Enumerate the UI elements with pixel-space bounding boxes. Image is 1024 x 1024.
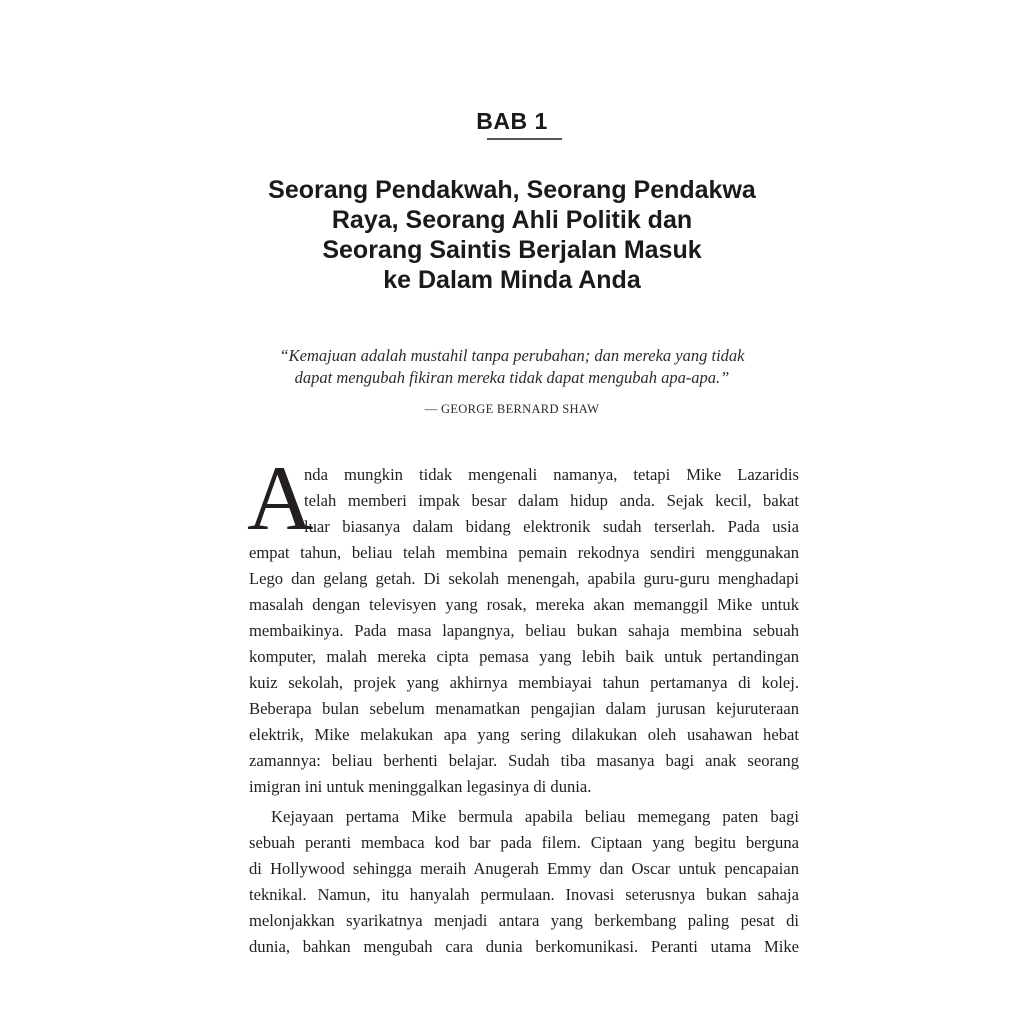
- text-line: sebuah peranti membaca kod bar pada filem. Ciptaan yang begitu berguna: [249, 833, 799, 852]
- paragraph: [249, 462, 799, 800]
- text-line: di Hollywood sehingga meraih Anugerah Emmy dan Oscar untuk pencapaian: [249, 859, 799, 878]
- chapter-underline: [487, 138, 562, 140]
- epigraph-line: “Kemajuan adalah mustahil tanpa perubahan; dan mereka yang tidak: [279, 346, 745, 365]
- text-line: dunia, bahkan mengubah cara dunia berkomunikasi. Peranti utama Mike: [249, 937, 799, 956]
- chapter-title-line: Seorang Pendakwah, Seorang Pendakwa: [268, 176, 756, 204]
- chapter-title-line: Seorang Saintis Berjalan Masuk: [322, 236, 702, 264]
- text-line: Kejayaan pertama Mike bermula apabila beliau memegang paten bagi: [271, 807, 799, 826]
- chapter-title: [212, 175, 812, 295]
- text-line: telah memberi impak besar dalam hidup anda. Sejak kecil, bakat: [304, 491, 799, 510]
- text-line: imigran ini untuk meninggalkan legasinya di dunia.: [249, 777, 592, 796]
- epigraph-attribution: — GEORGE BERNARD SHAW: [424, 402, 600, 416]
- text-line: kuiz sekolah, projek yang akhirnya membiayai tahun pertamanya di kolej.: [249, 673, 799, 692]
- chapter-label: BAB 1: [476, 108, 548, 134]
- text-line: masalah dengan televisyen yang rosak, mereka akan memanggil Mike untuk: [249, 595, 799, 614]
- text-line: luar biasanya dalam bidang elektronik sudah terserlah. Pada usia: [304, 517, 799, 536]
- epigraph-quote: [212, 345, 812, 389]
- text-line: empat tahun, beliau telah membina pemain rekodnya sendiri menggunakan: [249, 543, 799, 562]
- text-line: zamannya: beliau berhenti belajar. Sudah tiba masanya bagi anak seorang: [249, 751, 799, 770]
- text-line: teknikal. Namun, itu hanyalah permulaan. Inovasi seterusnya bukan sahaja: [249, 885, 799, 904]
- text-line: Beberapa bulan sebelum menamatkan pengajian dalam jurusan kejuruteraan: [249, 699, 799, 718]
- text-line: membaikinya. Pada masa lapangnya, beliau bukan sahaja membina sebuah: [249, 621, 799, 640]
- text-line: komputer, malah mereka cipta pemasa yang lebih baik untuk pertandingan: [249, 647, 799, 666]
- drop-cap: A: [247, 447, 314, 549]
- text-line: Lego dan gelang getah. Di sekolah menengah, apabila guru-guru menghadapi: [249, 569, 799, 588]
- chapter-title-line: ke Dalam Minda Anda: [383, 266, 641, 294]
- text-line: elektrik, Mike melakukan apa yang sering dilakukan oleh usahawan hebat: [249, 725, 799, 744]
- body-text: [247, 447, 799, 960]
- chapter-title-line: Raya, Seorang Ahli Politik dan: [331, 206, 693, 234]
- text-line: nda mungkin tidak mengenali namanya, tetapi Mike Lazaridis: [304, 465, 799, 484]
- text-line: melonjakkan syarikatnya menjadi antara yang berkembang paling pesat di: [249, 911, 799, 930]
- epigraph-line: dapat mengubah fikiran mereka tidak dapat mengubah apa-apa.”: [294, 368, 730, 387]
- paragraph: [249, 804, 799, 960]
